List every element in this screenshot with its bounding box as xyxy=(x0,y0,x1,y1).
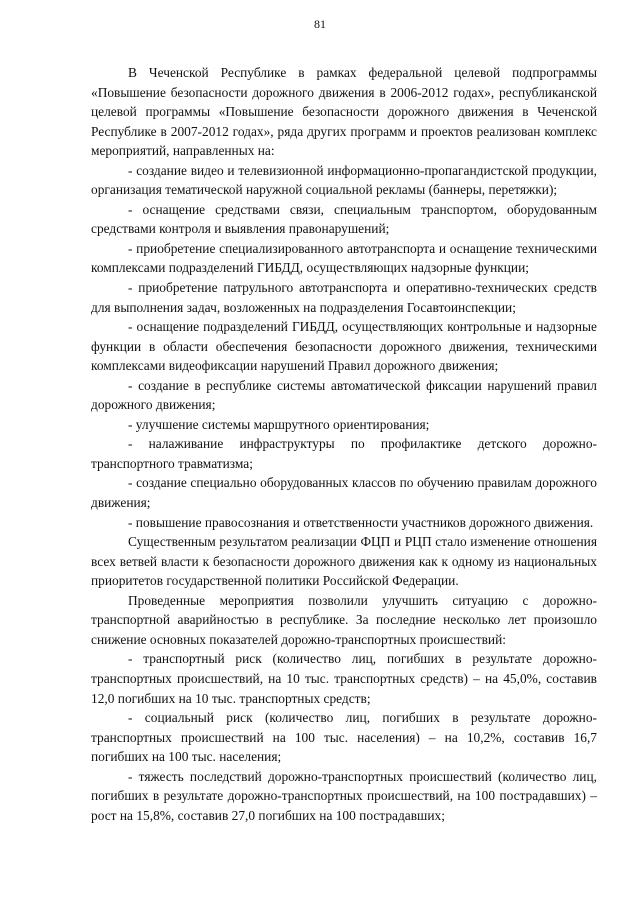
paragraph: Проведенные мероприятия позволили улучшить ситуацию с дорожно-транспортной аварийностью в республике. За последние несколько лет произошло снижение основных показателей дорожно-транспортных происшествий: xyxy=(91,592,597,647)
paragraph: Существенным результатом реализации ФЦП и РЦП стало изменение отношения всех ветвей власти к безопасности дорожного движения как к одному из национальных приоритетов государственной политики Российской Федерации. xyxy=(91,534,597,589)
list-item: - создание в республике системы автоматической фиксации нарушений правил дорожного движения; xyxy=(91,377,597,413)
list-item: - создание видео и телевизионной информационно-пропагандистской продукции, организация тематической наружной социальной рекламы (баннеры, перетяжки); xyxy=(91,162,597,198)
list-item: - транспортный риск (количество лиц, погибших в результате дорожно-транспортных происшествий, на 10 тыс. транспортных средств) – на 45,0%, составив 12,0 погибших на 10 тыс. транспортных средств; xyxy=(91,651,597,706)
list-item: - улучшение системы маршрутного ориентирования; xyxy=(128,416,430,432)
list-item: - приобретение патрульного автотранспорта и оперативно-технических средств для выполнения задач, возложенных на подразделения Госавтоинспекции; xyxy=(91,280,597,315)
paragraph: В Чеченской Республике в рамках федеральной целевой подпрограммы «Повышение безопасности дорожного движения в 2006-2012 годах», республиканской целевой программы «Повышение безопасности дорожного движения в Чеченской Республике в 2007-2012 годах», ряда других программ и проектов реализован комплекс мероприятий, направленных на: xyxy=(91,65,597,159)
list-item: - оснащение средствами связи, специальным транспортом, оборудованным средствами контроля и выявления правонарушений; xyxy=(91,201,597,237)
list-item: - тяжесть последствий дорожно-транспортных происшествий (количество лиц, погибших в результате дорожно-транспортных происшествий, на 100 пострадавших) – рост на 15,8%, составив 27,0 погибших на 100 пострадавших; xyxy=(91,768,597,823)
body-text xyxy=(91,63,597,825)
list-item: - оснащение подразделений ГИБДД, осуществляющих контрольные и надзорные функции в области обеспечения безопасности дорожного движения, техническими комплексами видеофиксации нарушений Правил дорожного движения; xyxy=(91,319,597,374)
list-item: - повышение правосознания и ответственности участников дорожного движения. xyxy=(128,514,594,530)
list-item: - создание специально оборудованных классов по обучению правилам дорожного движения; xyxy=(91,475,597,511)
list-item: - налаживание инфраструктуры по профилактике детского дорожно-транспортного травматизма; xyxy=(91,436,597,471)
list-item: - социальный риск (количество лиц, погибших в результате дорожно-транспортных происшествий на 100 тыс. населения) – на 10,2%, составив 16,7 погибших на 100 тыс. населения; xyxy=(91,710,597,765)
list-item: - приобретение специализированного автотранспорта и оснащение техническими комплексами подразделений ГИБДД, осуществляющих надзорные функции; xyxy=(91,240,597,276)
page-number: 81 xyxy=(314,17,326,31)
